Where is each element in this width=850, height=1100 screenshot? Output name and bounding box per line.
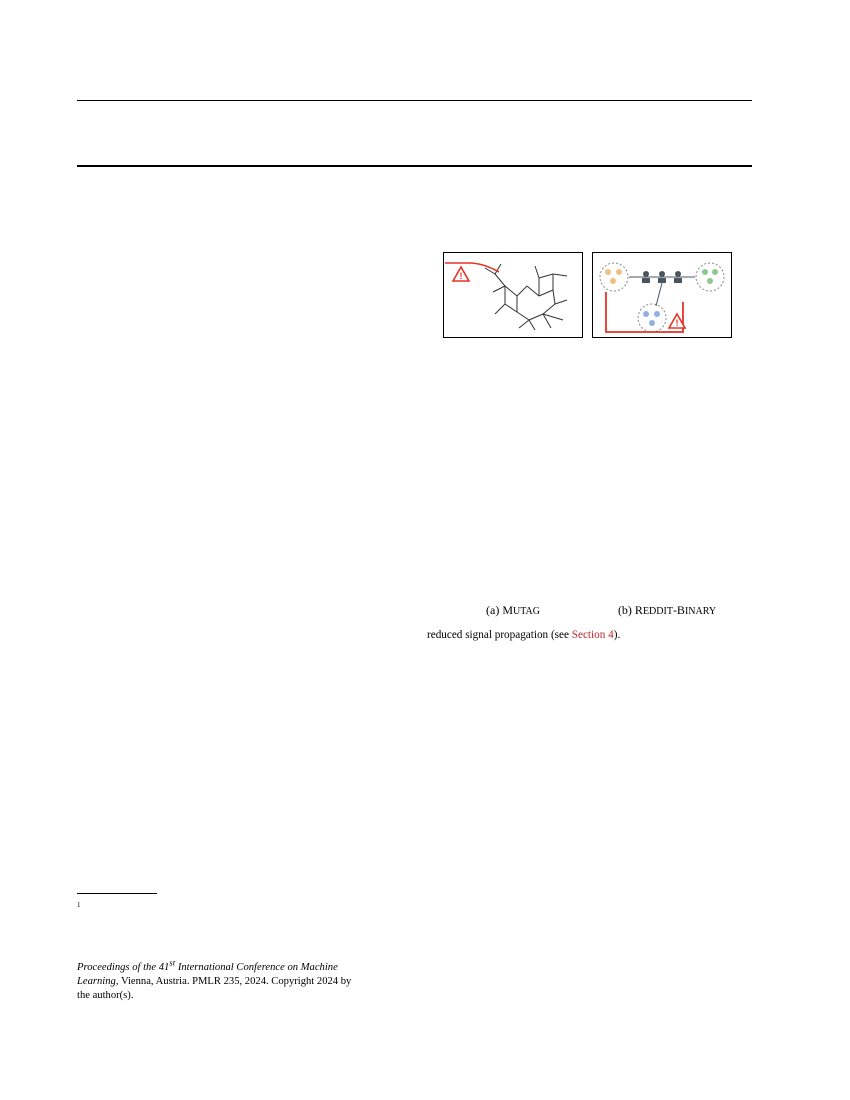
bridge-users-icon: [629, 271, 695, 306]
community-a-people-icon: [605, 269, 622, 284]
affiliation-footnote: 1: [77, 901, 81, 909]
molecule-bonds: [485, 264, 567, 330]
figure-1-graphics: [443, 252, 753, 338]
community-a-circle: [600, 263, 628, 291]
fig2-subcaption-a: (a) MUTAG: [486, 603, 540, 617]
community-b-people-icon: [702, 269, 718, 284]
figure-2: [425, 478, 755, 573]
arxiv-sidebar: [18, 300, 58, 800]
figure-2-charts: [425, 478, 755, 573]
figure-1: [443, 252, 753, 338]
proceedings-note: Proceedings of the 41st International Conference on Machine Learning, Vienna, Austria. PMLR 235, 2024. Copyright 2024 by the author(s).: [77, 957, 352, 1001]
fig2-subcaption-b: (b) REDDIT-BINARY: [617, 603, 717, 617]
rewiring-edge: [445, 263, 499, 272]
molecular-panel-frame: [444, 253, 583, 338]
top-rule: [77, 100, 752, 101]
footnote-rule: [77, 893, 157, 894]
community-c-people-icon: [643, 311, 660, 326]
community-c-circle: [638, 304, 666, 332]
community-b-circle: [696, 263, 724, 291]
social-panel-frame: [593, 253, 732, 338]
warning-icon: [453, 267, 469, 281]
svg-text:!: !: [459, 271, 463, 281]
svg-text:!: !: [675, 318, 679, 328]
figure-2-caption: reduced signal propagation (see Section 4).: [427, 629, 621, 641]
title-rule: [77, 165, 752, 167]
author-list: [77, 197, 752, 213]
